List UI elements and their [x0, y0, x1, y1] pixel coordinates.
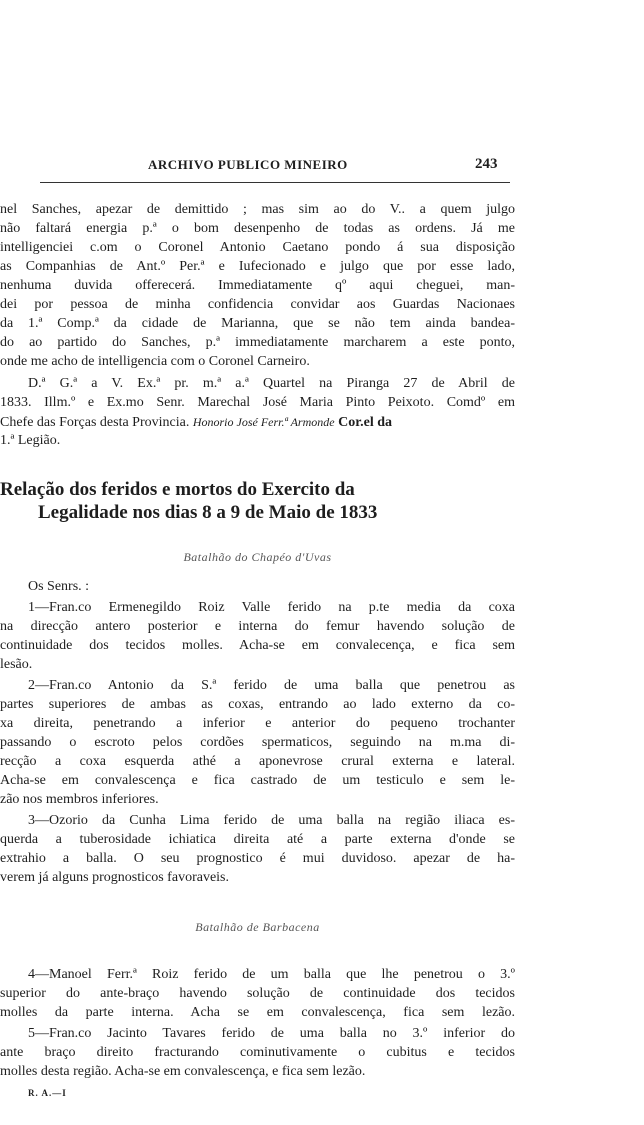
footer-signature-mark: R. A.—I [28, 1088, 67, 1098]
letter-line: nenhuma duvida offerecerá. Immediatamente qº aqui cheguei, man- [0, 278, 515, 293]
entry-line: zão nos membros inferiores. [0, 792, 159, 807]
closing-line: D.ª G.ª a V. Ex.ª pr. m.ª a.ª Quartel na Piranga 27 de Abril de [28, 376, 515, 391]
entry-line: na direcção antero posterior e interna do femur havendo solução de [0, 619, 515, 634]
entry-line: continuidade dos tecidos molles. Acha-se em convalecença, e fica sem [0, 638, 515, 653]
entry-line: lesão. [0, 657, 33, 672]
letter-line: do ao partido do Sanches, p.ª immediatamente marcharem a este ponto, [0, 335, 515, 350]
entry-line: molles desta região. Acha-se em convalescença, e fica sem lezão. [0, 1064, 366, 1079]
letter-line: dei por pessoa de minha confidencia convidar aos Guardas Nacionaes [0, 297, 515, 312]
entry-line: Acha-se em convalescença e fica castrado de um testiculo e sem le- [0, 773, 515, 788]
closing-line: 1833. Illm.º e Ex.mo Senr. Marechal José Maria Pinto Peixoto. Comdº em [0, 395, 515, 410]
letter-line: onde me acho de intelligencia com o Coronel Carneiro. [0, 354, 310, 369]
entry-line: superior do ante-braço havendo solução de continuidade dos tecidos [0, 986, 515, 1001]
entry-line: 1—Fran.co Ermenegildo Roiz Valle ferido na p.te media da coxa [28, 600, 515, 615]
letter-line: as Companhias de Ant.º Per.ª e Iufecionado e julgo que por esse lado, [0, 259, 515, 274]
page-header [0, 157, 515, 179]
entry-line: 4—Manoel Ferr.ª Roiz ferido de um balla que lhe penetrou o 3.º [28, 967, 515, 982]
entry-line: verem já alguns prognosticos favoraveis. [0, 870, 229, 885]
signature-suffix: Cor.el da [338, 415, 393, 430]
entry-line: recção a coxa esquerda athé a aponevrose crural externa e lateral. [0, 754, 515, 769]
closing-line-with-signature [0, 413, 515, 431]
entry-line: extrahio a balla. O seu prognostico é mui duvidoso. apezar de ha- [0, 851, 515, 866]
entry-line: ante braço direito fracturando cominutivamente o cubitus e tecidos [0, 1045, 515, 1060]
entry-line: 2—Fran.co Antonio da S.ª ferido de uma balla que penetrou as [28, 678, 515, 693]
entry-line: querda a tuberosidade ichiatica direita até a parte externa d'onde se [0, 832, 515, 847]
closing-line: 1.ª Legião. [0, 433, 61, 448]
entry-line: 5—Fran.co Jacinto Tavares ferido de uma balla no 3.º inferior do [28, 1026, 515, 1041]
battalion-heading: Batalhão de Barbacena [195, 920, 320, 934]
entry-line: partes superiores de ambas as coxas, entrando ao lado externo da co- [0, 697, 515, 712]
salutation: Os Senrs. : [28, 579, 90, 594]
battalion-heading: Batalhão do Chapéo d'Uvas [183, 550, 332, 564]
header-rule [40, 182, 510, 183]
closing-line: Chefe das Forças desta Provincia. [0, 415, 190, 430]
section-title: Relação dos feridos e mortos do Exercito da [0, 479, 355, 500]
entry-line: xa direita, penetrando a inferior e anterior do pequeno trochanter [0, 716, 515, 731]
running-title: ARCHIVO PUBLICO MINEIRO [148, 157, 348, 172]
letter-line: nel Sanches, apezar de demittido ; mas sim ao do V.. a quem julgo [0, 202, 515, 217]
section-title: Legalidade nos dias 8 a 9 de Maio de 1833 [38, 502, 378, 523]
letter-line: da 1.ª Comp.ª da cidade de Marianna, que se não tem ainda bandea- [0, 316, 515, 331]
letter-line: intelligenciei c.om o Coronel Antonio Caetano pondo á sua disposição [0, 240, 515, 255]
signature: Honorio José Ferr.ª Armonde [192, 415, 335, 429]
page-number: 243 [475, 156, 498, 172]
entry-line: 3—Ozorio da Cunha Lima ferido de uma balla na região iliaca es- [28, 813, 515, 828]
entry-line: molles da parte interna. Acha se em convalescença, fica sem lezão. [0, 1005, 515, 1020]
entry-line: passando o escroto pelos cordões spermaticos, seguindo na m.ma di- [0, 735, 515, 750]
letter-line: não faltará energia p.ª o bom desenpenho de todas as ordens. Já me [0, 221, 515, 236]
